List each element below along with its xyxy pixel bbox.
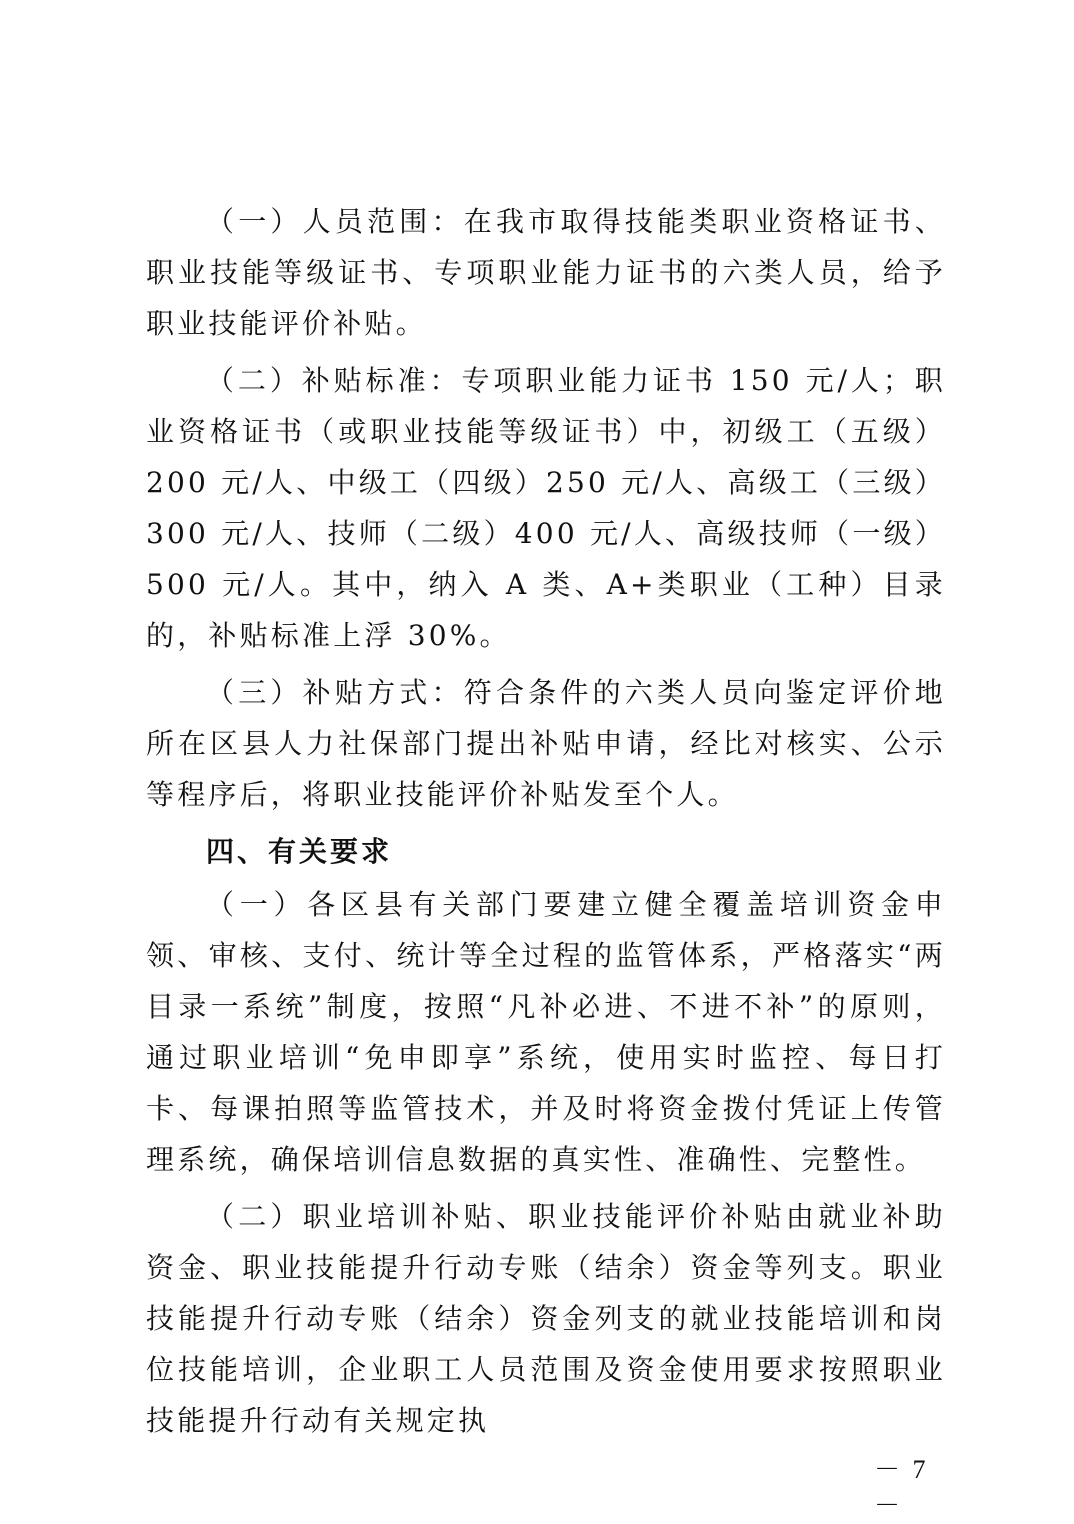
paragraph-personnel-scope: （一）人员范围：在我市取得技能类职业资格证书、职业技能等级证书、专项职业能力证书的六类人员，给予职业技能评价补贴。 (146, 205, 946, 340)
paragraph-funding-source: （二）职业培训补贴、职业技能评价补贴由就业补助资金、职业技能提升行动专账（结余）资金等列支。职业技能提升行动专账（结余）资金列支的就业技能培训和岗位技能培训，企业职工人员范围及资金使用要求按照职业技能提升行动有关规定执 (146, 1200, 946, 1437)
page-number: － 7 － (874, 1455, 929, 1520)
document-page (146, 196, 946, 1452)
paragraph-supervision-system: （一）各区县有关部门要建立健全覆盖培训资金申领、审核、支付、统计等全过程的监管体系，严格落实“两目录一系统”制度，按照“凡补必进、不进不补”的原则，通过职业培训“免申即享”系统，使用实时监控、每日打卡、每课拍照等监管技术，并及时将资金拨付凭证上传管理系统，确保培训信息数据的真实性、准确性、完整性。 (146, 888, 946, 1176)
section-heading-requirements: 四、有关要求 (206, 835, 393, 868)
paragraph-subsidy-method: （三）补贴方式：符合条件的六类人员向鉴定评价地所在区县人力社保部门提出补贴申请，经比对核实、公示等程序后，将职业技能评价补贴发至个人。 (146, 676, 946, 811)
paragraph-subsidy-standard: （二）补贴标准：专项职业能力证书 150 元/人；职业资格证书（或职业技能等级证书）中，初级工（五级）200 元/人、中级工（四级）250 元/人、高级工（三级）300 元/人、技师（二级）400 元/人、高级技师（一级）500 元/人。其中，纳入 A 类、A+类职业（工种）目录的，补贴标准上浮 30%。 (146, 364, 946, 652)
